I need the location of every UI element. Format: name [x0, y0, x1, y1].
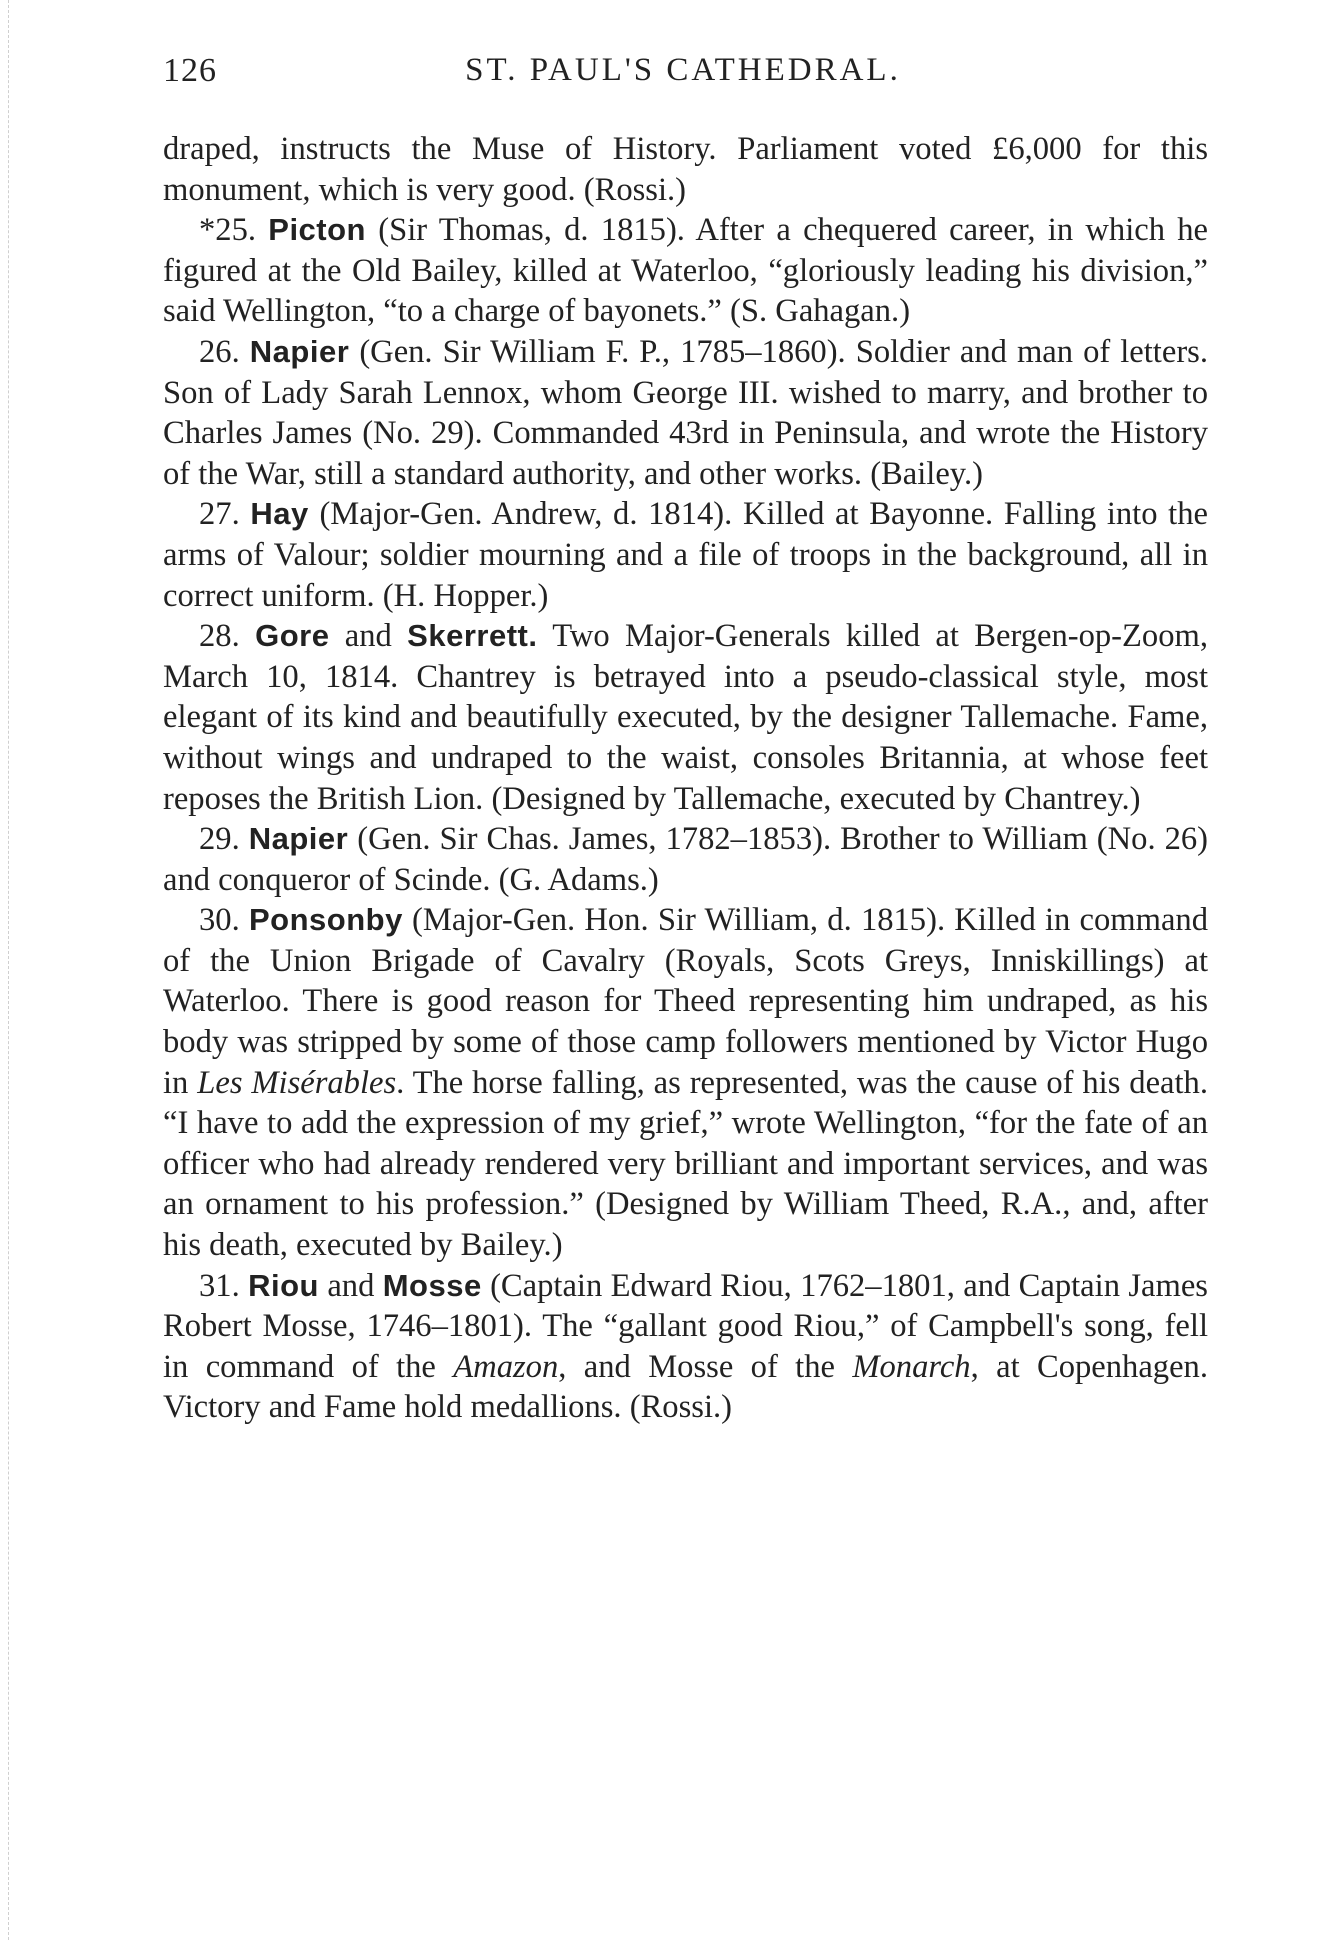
entry-text-part-b: , and Mosse of the — [558, 1348, 835, 1385]
entry-30-ponsonby — [163, 900, 1208, 1265]
entry-28-gore-skerrett — [163, 616, 1208, 819]
page-number: 126 — [163, 52, 217, 89]
entry-text: (Gen. Sir William F. P., 1785–1860). Soldier and man of letters. Son of Lady Sarah Lennox, whom George III. wished to marry, and brother to Charles James (No. 29). Commanded 43rd in Peninsula, and wrote the History of the War, still a standard authority, and other works. (Bailey.) — [163, 333, 1208, 492]
entry-name: Picton — [268, 212, 366, 248]
entry-name-riou: Riou — [248, 1267, 319, 1303]
entry-number: 26. — [199, 333, 240, 370]
entry-number: *25. — [199, 212, 257, 249]
entry-text-part-c: , at Copenhagen. Victory and Fame hold medallions. (Rossi.) — [163, 1348, 1208, 1426]
entry-31-riou-mosse — [163, 1266, 1208, 1428]
page-header — [163, 52, 1203, 102]
entry-number: 28. — [199, 618, 240, 655]
ship-name-monarch: Monarch — [852, 1348, 971, 1385]
entry-number: 30. — [199, 902, 240, 939]
entry-text: (Sir Thomas, d. 1815). After a chequered career, in which he figured at the Old Bailey, killed at Waterloo, “gloriously leading his division,” said Wellington, “to a charge of bayonets.” (S. Gahagan.) — [163, 212, 1208, 330]
page-edge-line — [8, 0, 9, 1940]
book-title-les-miserables: Les Misérables — [197, 1064, 397, 1101]
entry-text: (Gen. Sir Chas. James, 1782–1853). Brother to William (No. 26) and conqueror of Scinde. (G. Adams.) — [163, 821, 1208, 898]
entry-26-napier — [163, 332, 1208, 494]
entry-number: 31. — [199, 1267, 240, 1304]
entry-text: Two Major-Generals killed at Bergen-op-Zoom, March 10, 1814. Chantrey is betrayed into a pseudo-classical style, most elegant of its kind and beautifully executed, by the designer Tallemache. Fame, without wings and undraped to the waist, consoles Britannia, at whose feet reposes the British Lion. (Designed by Tallemache, executed by Chantrey.) — [163, 618, 1208, 817]
page-body — [163, 129, 1208, 1428]
entry-text-part-a: (Major-Gen. Hon. Sir William, d. 1815). Killed in command of the Union Brigade of Cavalry (Royals, Scots Greys, Inniskillings) at Waterloo. There is good reason for Theed representing him undraped, as his body was stripped by some of those camp followers mentioned by Victor Hugo in — [163, 902, 1208, 1101]
entry-conjunction: and — [327, 1267, 375, 1304]
entry-name: Napier — [248, 821, 349, 857]
entry-text: (Major-Gen. Andrew, d. 1814). Killed at Bayonne. Falling into the arms of Valour; soldier mourning and a file of troops in the background, all in correct uniform. (H. Hopper.) — [163, 496, 1208, 614]
entry-name-gore: Gore — [255, 618, 330, 654]
entry-27-hay — [163, 494, 1208, 616]
entry-text-part-b: . The horse falling, as represented, was the cause of his death. “I have to add the expression of my grief,” wrote Wellington, “for the fate of an officer who had already rendered very brilliant and important services, and was an ornament to his profession.” (Designed by William Theed, R.A., and, after his death, executed by Bailey.) — [163, 1064, 1208, 1264]
entry-name: Ponsonby — [248, 902, 403, 938]
entry-name-skerrett: Skerrett. — [407, 618, 538, 654]
entry-name: Hay — [250, 496, 309, 532]
entry-name: Napier — [249, 333, 350, 369]
entry-text-part-a: (Captain Edward Riou, 1762–1801, and Captain James Robert Mosse, 1746–1801). The “gallant good Riou,” of Campbell's song, fell in command of the — [163, 1267, 1208, 1385]
paragraph-text: draped, instructs the Muse of History. Parliament voted £6,000 for this monument, which is very good. (Rossi.) — [163, 131, 1208, 208]
entry-25-picton — [163, 210, 1208, 332]
entry-number: 27. — [199, 496, 240, 533]
entry-29-napier — [163, 819, 1208, 900]
ship-name-amazon: Amazon — [453, 1348, 559, 1385]
entry-name-mosse: Mosse — [382, 1267, 482, 1303]
entry-conjunction: and — [344, 618, 392, 655]
running-title: ST. PAUL'S CATHEDRAL. — [465, 52, 901, 88]
entry-number: 29. — [199, 821, 240, 858]
paragraph-continuation — [163, 129, 1208, 210]
